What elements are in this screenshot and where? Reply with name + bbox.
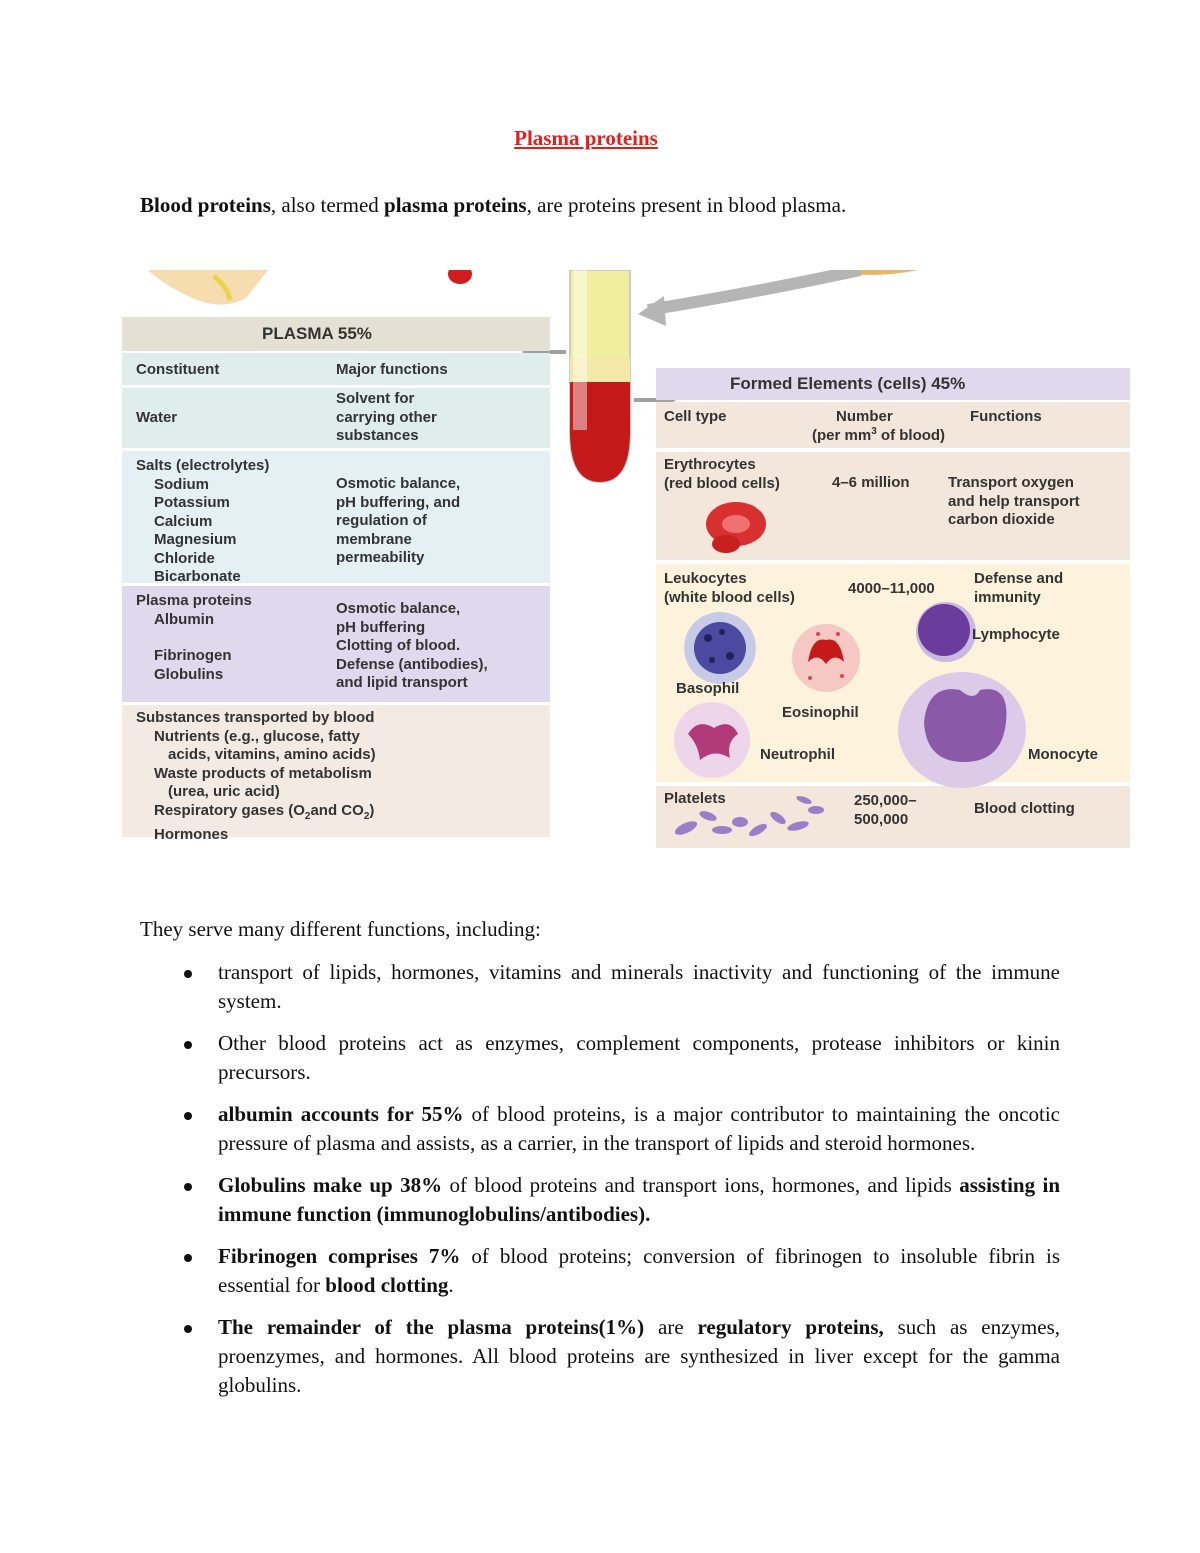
transported-line: (urea, uric acid) [168,783,280,800]
list-item [140,1100,1060,1158]
item-text: transport of lipids, hormones, vitamins and minerals inactivity and functioning of the immune system. [218,960,1060,1013]
intro-paragraph [140,193,846,218]
albumin-fn-line: pH buffering [336,618,426,636]
col-number-unit-text-2: of blood) [876,427,946,444]
gases-text-2: and CO [310,801,364,819]
neutrophil-label: Neutrophil [760,746,835,763]
item-bold: albumin accounts for 55% [218,1102,464,1126]
intro-text-1: , also termed [270,193,385,217]
col-constituent: Constituent [136,360,220,378]
item-text: are [644,1315,698,1339]
erythrocytes-name: Erythrocytes [664,456,756,473]
formed-row-erythrocytes [656,454,1130,562]
col-functions: Functions [970,408,1042,425]
globulins-fn-line: Defense (antibodies), [336,655,488,673]
functions-lead: They serve many different functions, including: [140,917,541,941]
salt-item: Magnesium [154,531,237,548]
item-bold: The remainder of the plasma proteins(1%) [218,1315,645,1339]
bullet-icon [184,1325,192,1333]
salt-item: Calcium [154,512,213,530]
list-item [140,1029,1060,1087]
subscript-2: 2 [363,810,370,822]
protein-fibrinogen: Fibrinogen [154,647,232,664]
salts-function [322,457,550,583]
bullet-icon [184,1183,192,1191]
blood-composition-figure [118,270,1136,854]
formed-row-platelets [656,788,1130,850]
platelets-number-line: 500,000 [854,810,909,828]
bullet-icon [184,1254,192,1262]
erythrocytes-fn-line: carbon dioxide [948,511,1055,528]
list-item [140,1171,1060,1229]
plasma-row-salts [122,451,550,583]
leukocytes-name-2: (white blood cells) [664,588,795,606]
salts-fn-line: regulation of [336,512,427,529]
proteins-label [122,592,322,702]
erythrocytes-name-2: (red blood cells) [664,474,780,492]
col-number-unit [812,426,945,444]
item-text: of blood proteins and transport ions, hormones, and lipids [442,1173,960,1197]
curved-arrow [648,270,860,310]
salts-label [122,457,322,583]
col-number: Number [836,408,893,425]
lymphocyte-label: Lymphocyte [972,626,1060,643]
formed-column-headers [656,402,1130,448]
intro-term-blood-proteins: Blood proteins [140,193,271,217]
leukocytes-fn-line: immunity [974,588,1041,606]
plasma-row-water [122,388,550,448]
intro-term-plasma-proteins: plasma proteins [384,193,527,217]
item-bold: Globulins make up 38% [218,1173,443,1197]
transported-list [122,709,376,843]
item-text: such as enzymes, proenzymes, and hormones. All blood proteins are synthesized in liver except for the gamma globulins. [218,1315,1060,1397]
erythrocytes-fn-line: and help transport [948,492,1080,510]
gases-text-1: Respiratory gases (O [154,801,305,819]
plasma-row-proteins [122,586,550,702]
list-item [140,1242,1060,1300]
transported-line-gases [136,802,376,827]
bullet-icon [184,970,192,978]
water-fn-line: substances [336,427,419,445]
eosinophil-label: Eosinophil [782,704,859,721]
salt-item: Sodium [154,475,209,493]
hand-illustration [148,270,268,305]
salt-item: Potassium [154,494,230,511]
transported-line: Waste products of metabolism [154,764,372,782]
page-title: Plasma proteins [514,126,658,150]
water-function [322,390,550,446]
erythrocytes-label [664,456,780,493]
proteins-function [322,592,550,702]
transported-line: acids, vitamins, amino acids) [168,746,376,763]
salts-name: Salts (electrolytes) [136,457,270,474]
transported-line: Hormones [154,826,229,843]
item-text: of blood proteins; conversion of fibrinogen to insoluble fibrin is essential for [218,1244,1060,1297]
leukocytes-number: 4000–11,000 [848,580,935,597]
erythrocytes-fn-line: Transport oxygen [948,474,1074,491]
leukocytes-name: Leukocytes [664,570,747,587]
salt-item: Bicarbonate [154,568,241,585]
tube-highlight [573,270,587,430]
gases-text-3: ) [369,801,375,819]
col-major-functions: Major functions [336,360,448,378]
functions-list [140,958,1060,1413]
item-bold: assisting in immune function (immunoglobulins/antibodies). [218,1173,1061,1226]
col-number-unit-text: (per mm [812,427,872,444]
platelets-number-line: 250,000– [854,792,917,809]
bullet-icon [184,1041,192,1049]
salts-fn-line: membrane [336,530,412,548]
salt-item: Chloride [154,549,215,567]
salts-fn-line: permeability [336,549,425,566]
salts-fn-line: pH buffering, and [336,493,461,511]
formed-elements-table [656,368,1130,850]
erythrocytes-function [948,474,1080,530]
leukocytes-label [664,570,795,607]
col-cell-type: Cell type [664,408,727,425]
platelets-label: Platelets [664,790,726,807]
plasma-column-headers [122,353,550,385]
formed-header: Formed Elements (cells) 45% [656,368,1130,400]
erythrocytes-number: 4–6 million [832,474,910,491]
proteins-name: Plasma proteins [136,592,252,609]
plasma-row-transported [122,705,550,843]
list-item [140,958,1060,1016]
leukocytes-fn-line: Defense and [974,570,1064,587]
water-fn-line: carrying other [336,408,437,426]
curved-arrow-head [638,296,666,326]
item-bold: Fibrinogen comprises 7% [218,1244,461,1268]
transported-name: Substances transported by blood [136,709,375,726]
platelets-function: Blood clotting [974,800,1075,817]
item-bold: blood clotting [325,1273,449,1297]
albumin-fn-line: Osmotic balance, [336,600,461,617]
leukocytes-function [974,570,1063,607]
item-text: of blood proteins, is a major contributor to maintaining the oncotic pressure of plasma and assists, as a carrier, in the transport of lipids and steroid hormones. [218,1102,1061,1155]
fibrinogen-fn: Clotting of blood. [336,637,461,654]
item-text: . [448,1273,454,1297]
monocyte-label: Monocyte [1028,746,1099,763]
bullet-icon [184,1112,192,1120]
platelets-number [854,792,917,829]
plasma-header: PLASMA 55% [122,317,550,351]
superscript-3: 3 [871,426,877,437]
intro-text-2: , are proteins present in blood plasma. [526,193,847,217]
item-bold: regulatory proteins, [697,1315,884,1339]
water-label: Water [136,408,178,426]
item-text: Other blood proteins act as enzymes, complement components, protease inhibitors or kinin precursors. [218,1031,1060,1084]
blood-drop-icon [448,270,472,284]
protein-globulins: Globulins [154,665,224,683]
list-item [140,1313,1060,1400]
subscript-2: 2 [304,810,311,822]
protein-albumin: Albumin [154,610,214,628]
basophil-label: Basophil [676,680,740,697]
plasma-table [122,317,550,843]
globulins-fn-line: and lipid transport [336,674,468,691]
salts-fn-line: Osmotic balance, [336,475,461,492]
transported-line: Nutrients (e.g., glucose, fatty [154,727,360,745]
formed-row-leukocytes [656,566,1130,784]
water-fn-line: Solvent for [336,390,415,408]
